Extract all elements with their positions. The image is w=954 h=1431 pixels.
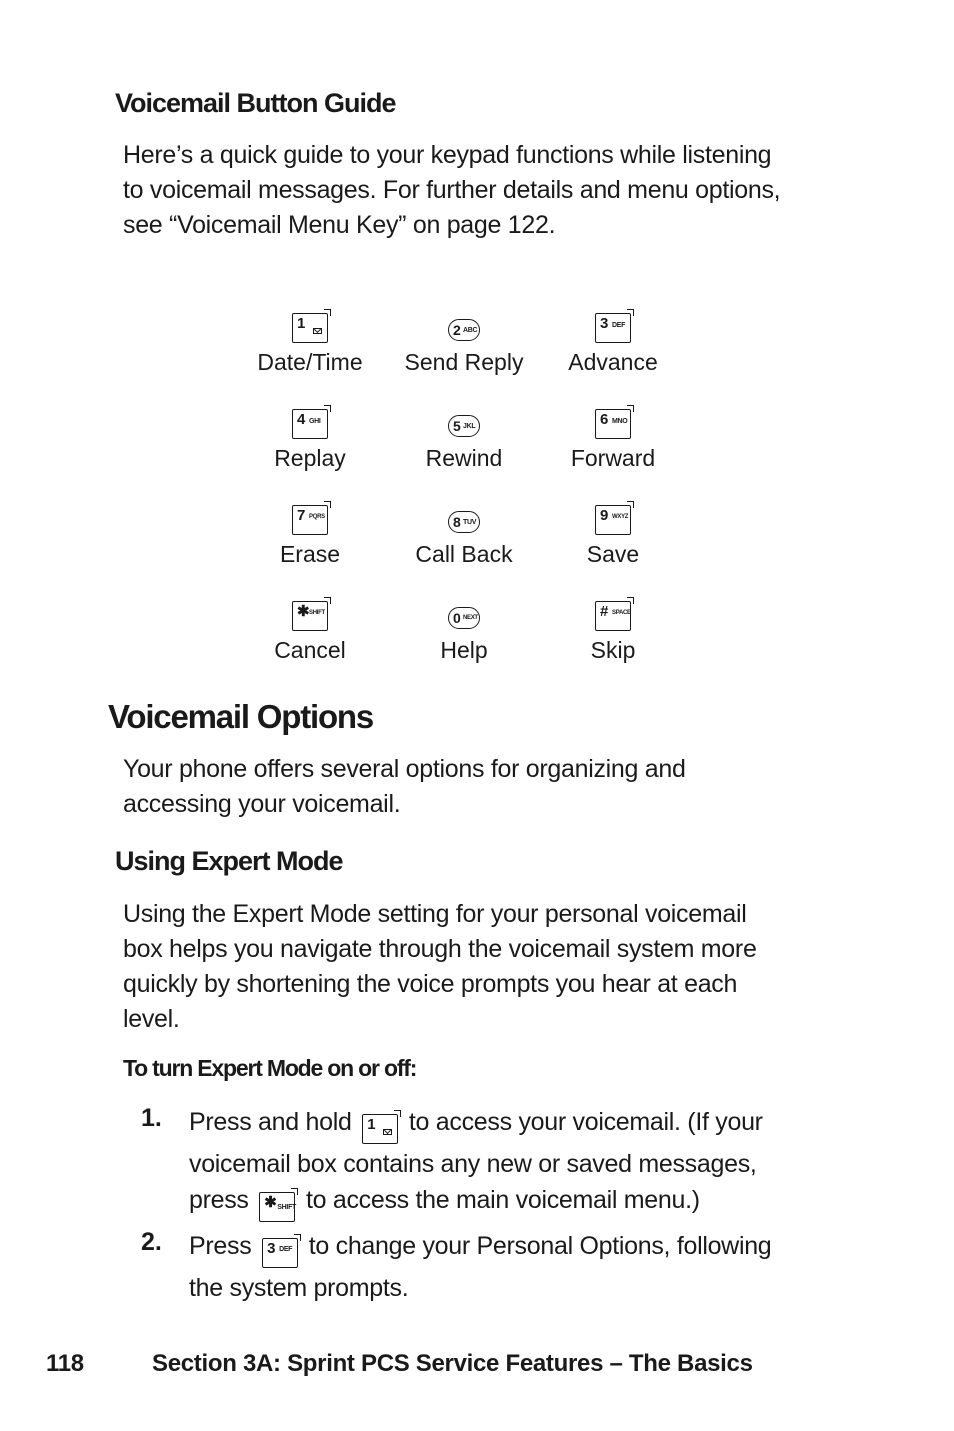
keypad-label: Erase: [279, 541, 341, 567]
expert-mode-body: Using the Expert Mode setting for your personal voicemail box helps you navigate through the voicemail system more quickly by shortening the voice prompts you hear at each level.: [123, 900, 757, 1033]
key-6-icon: 6 MNO: [533, 409, 693, 443]
key-9-icon: 9 WXYZ: [533, 505, 693, 539]
keypad-label: Save: [586, 541, 640, 567]
key-4-icon: 4 GHI: [230, 409, 390, 443]
key-8-icon: 8 TUV: [384, 505, 544, 539]
keypad-label: Call Back: [415, 541, 513, 567]
keypad-entry: [533, 505, 693, 568]
keypad-label: Help: [440, 637, 488, 663]
keypad-entry: [230, 505, 390, 568]
keypad-label: Send Reply: [404, 349, 524, 375]
keypad-entry: [533, 409, 693, 472]
keypad-entry: [384, 313, 544, 376]
keypad-entry: [230, 313, 390, 376]
step-2-text: Press 3 DEF to change your Personal Options, following the system prompts.: [189, 1232, 772, 1302]
star-shift-key-icon: ✱ SHIFT: [259, 1188, 295, 1224]
keypad-entry: [384, 409, 544, 472]
expert-mode-subheading: To turn Expert Mode on or off:: [123, 1055, 417, 1081]
key-5-icon: 5 JKL: [384, 409, 544, 443]
envelope-key-icon: 1: [362, 1110, 398, 1146]
keypad-label: Replay: [274, 445, 346, 471]
keypad-label: Forward: [570, 445, 656, 471]
key-7-icon: 7 PQRS: [230, 505, 390, 539]
keypad-label: Skip: [590, 637, 636, 663]
step-2-number: 2.: [141, 1228, 162, 1256]
star-shift-key-icon: ✱ SHIFT: [230, 601, 390, 635]
key-2-icon: 2 ABC: [384, 313, 544, 347]
keypad-entry: [533, 313, 693, 376]
keypad-entry: [230, 409, 390, 472]
key-0-next-icon: 0 NEXT: [384, 601, 544, 635]
button-guide-intro: Here’s a quick guide to your keypad functions while listening to voicemail messages. For further details and menu options, see “Voicemail Menu Key” on page 122.: [123, 141, 781, 239]
keypad-label: Rewind: [425, 445, 503, 471]
keypad-label: Advance: [568, 349, 658, 375]
keypad-entry: [533, 601, 693, 664]
button-guide-heading: Voicemail Button Guide: [115, 88, 396, 118]
keypad-entry: [384, 505, 544, 568]
voicemail-options-heading: Voicemail Options: [108, 698, 374, 735]
key-3-icon: 3 DEF: [262, 1234, 298, 1270]
envelope-key-icon: 1: [230, 313, 390, 347]
step-1-number: 1.: [141, 1104, 162, 1132]
page-number: 118: [46, 1350, 84, 1377]
keypad-entry: [384, 601, 544, 664]
expert-mode-heading: Using Expert Mode: [115, 846, 343, 876]
keypad-label: Date/Time: [257, 349, 363, 375]
step-1-text: Press and hold 1 to access your voicemail. (If your voicemail box contains any new or saved messages, press ✱ SHIFT to access the main voicemail menu.): [189, 1104, 763, 1224]
key-3-icon: 3 DEF: [533, 313, 693, 347]
section-title: Section 3A: Sprint PCS Service Features – The Basics: [152, 1350, 753, 1377]
keypad-entry: [230, 601, 390, 664]
voicemail-options-intro: Your phone offers several options for organizing and accessing your voicemail.: [123, 755, 686, 818]
pound-space-key-icon: # SPACE: [533, 601, 693, 635]
keypad-label: Cancel: [274, 637, 346, 663]
